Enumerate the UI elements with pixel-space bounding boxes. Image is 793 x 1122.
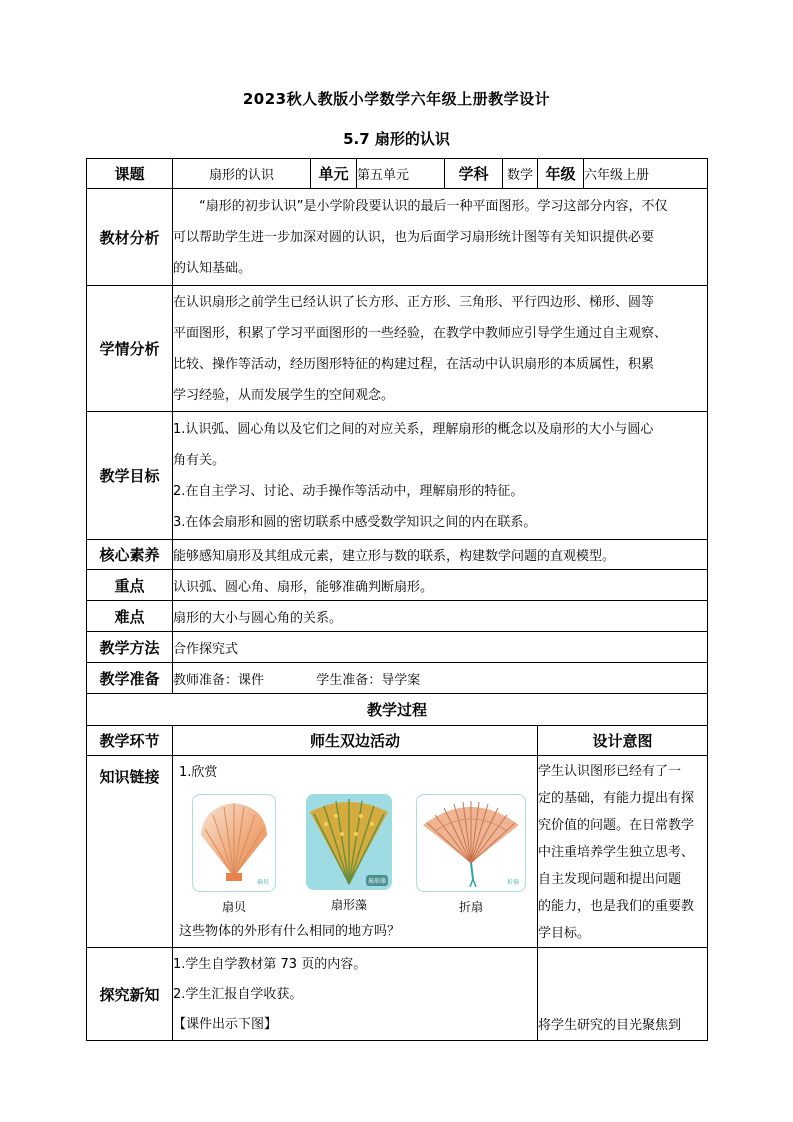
text-line: 1.认识弧、圆心角以及它们之间的对应关系，理解扇形的概念以及扇形的大小与圆心 [173,421,654,437]
subject-value: 数学 [503,159,538,189]
topic-label: 课题 [87,159,173,189]
student-analysis-label: 学情分析 [87,286,173,412]
col-stage-header: 教学环节 [87,726,173,756]
knowledge-link-label: 知识链接 [87,756,173,948]
text-line: 中注重培养学生独立思考、 [538,845,695,860]
col-intent-header: 设计意图 [538,726,708,756]
difficulties-row [87,601,708,632]
col-activity-header: 师生双边活动 [173,726,538,756]
algae-badge: 扇形藻 [366,875,388,886]
unit-label: 单元 [311,159,357,189]
textbook-analysis-text [173,189,708,286]
key-points-row [87,570,708,601]
text-line: 在认识扇形之前学生已经认识了长方形、正方形、三角形、平行四边形、梯形、圆等 [173,294,655,310]
core-literacy-value: 能够感知扇形及其组成元素，建立形与数的联系，构建数学问题的直观模型。 [173,540,708,570]
text-line: 的认知基础。 [173,260,252,276]
text-line: 比较、操作等活动，经历图形特征的构建过程，在活动中认识扇形的本质属性，积累 [173,356,655,372]
algae-figure [300,794,398,915]
textbook-analysis-label: 教材分析 [87,189,173,286]
knowledge-link-intent [538,756,708,948]
text-line: 角有关。 [173,452,226,468]
difficulties-value: 扇形的大小与圆心角的关系。 [173,601,708,632]
text-line: 1.学生自学教材第 73 页的内容。 [173,957,367,972]
explore-label: 探究新知 [87,948,173,1041]
scallop-figure [185,794,283,915]
text-line: 自主发现问题和提出问题 [538,872,682,887]
preparation-row [87,663,708,694]
subject-label: 学科 [445,159,503,189]
image-row [173,788,537,915]
process-title: 教学过程 [87,694,708,726]
core-literacy-row [87,540,708,570]
knowledge-question: 这些物体的外形有什么相同的地方吗？ [179,924,401,939]
text-line: 学生认识图形已经有了一 [538,764,682,779]
teacher-prep: 教师准备：课件 [173,672,265,688]
explore-row [87,948,708,1041]
explore-activity [173,948,538,1041]
textbook-analysis-row [87,189,708,286]
fan-caption: 折扇 [458,900,483,914]
folding-fan-image [416,794,526,892]
algae-image [306,794,392,890]
scallop-image [192,794,276,892]
header-row [87,159,708,189]
explore-intent: 将学生研究的目光聚焦到 [538,948,708,1041]
preparation-value [173,663,708,694]
text-line: 学目标。 [538,926,591,941]
text-line: “扇形的初步认识”是小学阶段要认识的最后一种平面图形。学习这部分内容，不仅 [199,198,668,214]
appreciate-item: 1.欣赏 [179,765,218,780]
key-points-value: 认识弧、圆心角、扇形，能够准确判断扇形。 [173,570,708,601]
grade-value: 六年级上册 [584,159,708,189]
method-row [87,632,708,663]
lesson-plan-table [86,158,708,1041]
folding-fan-figure [415,794,527,915]
fan-badge: 折扇 [506,879,519,886]
text-line: 2.在自主学习、讨论、动手操作等活动中，理解扇形的特征。 [173,483,524,499]
text-line: 平面图形，积累了学习平面图形的一些经验，在教学中教师应引导学生通过自主观察、 [173,325,668,341]
text-line: 定的基础，有能力提出有探 [538,791,695,806]
method-label: 教学方法 [87,632,173,663]
scallop-badge: 扇贝 [256,879,269,886]
document-subtitle: 5.7 扇形的认识 [343,130,450,148]
process-header-row [87,726,708,756]
text-line: 2.学生汇报自学收获。 [173,987,303,1002]
objectives-text [173,412,708,540]
preparation-label: 教学准备 [87,663,173,694]
student-analysis-text [173,286,708,412]
core-literacy-label: 核心素养 [87,540,173,570]
text-line: 究价值的问题。在日常教学 [538,818,695,833]
unit-value: 第五单元 [357,159,445,189]
knowledge-link-activity [173,756,538,948]
method-value: 合作探究式 [173,632,708,663]
text-line: 【课件出示下图】 [173,1017,278,1032]
student-prep: 学生准备：导学案 [316,672,421,688]
knowledge-link-row [87,756,708,948]
text-line: 3.在体会扇形和圆的密切联系中感受数学知识之间的内在联系。 [173,514,537,530]
process-title-row [87,694,708,726]
key-points-label: 重点 [87,570,173,601]
scallop-caption: 扇贝 [221,900,246,914]
topic-value: 扇形的认识 [173,159,311,189]
document-title: 2023秋人教版小学数学六年级上册教学设计 [242,90,551,108]
text-line: 的能力，也是我们的重要教 [538,899,695,914]
text-line: 学习经验，从而发展学生的空间观念。 [173,387,395,403]
text-line: 可以帮助学生进一步加深对圆的认识，也为后面学习扇形统计图等有关知识提供必要 [173,229,655,245]
algae-caption: 扇形藻 [330,898,367,912]
difficulties-label: 难点 [87,601,173,632]
grade-label: 年级 [538,159,584,189]
objectives-row [87,412,708,540]
objectives-label: 教学目标 [87,412,173,540]
student-analysis-row [87,286,708,412]
